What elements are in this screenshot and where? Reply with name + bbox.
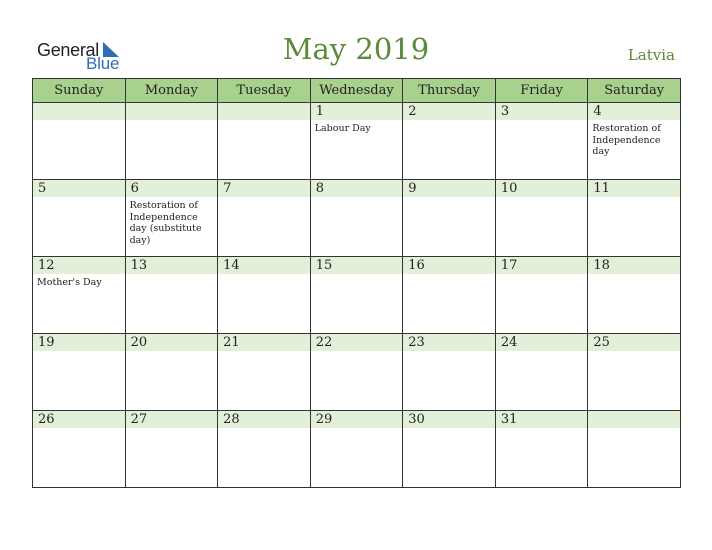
day-number-band [496, 103, 588, 120]
day-cell [125, 257, 218, 334]
day-cell [495, 180, 588, 257]
day-cell [33, 257, 126, 334]
day-number-band [218, 103, 310, 120]
day-cell [33, 411, 126, 488]
day-cell [218, 103, 311, 180]
day-number: 10 [500, 181, 518, 196]
day-number: 7 [223, 181, 232, 196]
day-number-band [126, 103, 218, 120]
day-number: 26 [38, 412, 55, 427]
day-number: 27 [130, 412, 148, 427]
week-row [33, 257, 681, 334]
day-cell [218, 257, 311, 334]
day-cell [310, 334, 403, 411]
day-cell [588, 103, 681, 180]
day-cell [495, 257, 588, 334]
day-cell [310, 411, 403, 488]
day-number: 19 [38, 335, 55, 350]
day-cell [218, 334, 311, 411]
day-number: 4 [593, 104, 602, 119]
week-row [33, 411, 681, 488]
day-number: 31 [500, 412, 518, 427]
day-number-band [33, 103, 125, 120]
day-cell [310, 103, 403, 180]
logo-text-general: General [37, 40, 99, 60]
day-number: 18 [593, 258, 610, 273]
day-cell [588, 411, 681, 488]
day-number: 11 [593, 181, 610, 196]
day-number-band [588, 103, 680, 120]
day-number: 2 [408, 104, 417, 119]
day-number: 1 [315, 104, 324, 119]
day-cell [403, 180, 496, 257]
week-row [33, 334, 681, 411]
logo-text-blue: Blue [86, 54, 120, 73]
holiday-label: Labour Day [314, 123, 371, 134]
day-number: 16 [408, 258, 425, 273]
day-number: 20 [130, 335, 148, 350]
day-cell [403, 411, 496, 488]
calendar-title: May 2019 [282, 32, 430, 66]
day-number: 30 [408, 412, 425, 427]
day-number-band [403, 180, 495, 197]
weekday-header: Saturday [588, 79, 681, 103]
day-cell [588, 180, 681, 257]
day-cell [588, 334, 681, 411]
weekday-header: Sunday [33, 79, 126, 103]
day-cell [495, 411, 588, 488]
day-cell [33, 103, 126, 180]
day-number-band [33, 180, 125, 197]
week-row [33, 103, 681, 180]
day-cell [125, 411, 218, 488]
day-number: 22 [315, 335, 333, 350]
day-cell [125, 103, 218, 180]
day-cell [125, 180, 218, 257]
day-cell [403, 334, 496, 411]
weekday-header: Wednesday [310, 79, 403, 103]
holiday-label: Restoration of Independence day [592, 123, 661, 157]
day-number: 13 [130, 258, 148, 273]
holiday-label: Mother's Day [37, 277, 102, 288]
day-cell [403, 257, 496, 334]
day-cell [310, 180, 403, 257]
country-label: Latvia [627, 46, 675, 64]
day-number: 29 [315, 412, 333, 427]
day-cell [588, 257, 681, 334]
day-number-band [311, 180, 403, 197]
day-cell [218, 411, 311, 488]
day-cell [218, 180, 311, 257]
day-number-band [403, 103, 495, 120]
holiday-label: Restoration of Independence day (substitute day) [129, 200, 202, 246]
weekday-header: Friday [495, 79, 588, 103]
week-row [33, 180, 681, 257]
day-cell [125, 334, 218, 411]
day-cell [495, 334, 588, 411]
day-cell [403, 103, 496, 180]
weekday-header-row [33, 79, 681, 103]
day-number-band [311, 103, 403, 120]
day-number: 14 [223, 258, 240, 273]
day-number: 25 [593, 335, 610, 350]
day-number: 21 [223, 335, 240, 350]
day-number: 6 [130, 181, 139, 196]
day-cell [33, 334, 126, 411]
day-number: 24 [500, 335, 518, 350]
day-number: 5 [38, 181, 47, 196]
day-number-band [126, 180, 218, 197]
day-number: 8 [315, 181, 324, 196]
day-number: 9 [408, 181, 417, 196]
day-number: 28 [223, 412, 240, 427]
weekday-header: Thursday [403, 79, 496, 103]
weekday-header: Tuesday [218, 79, 311, 103]
day-cell [495, 103, 588, 180]
weekday-header: Monday [125, 79, 218, 103]
calendar-grid [32, 78, 681, 488]
day-number-band [588, 411, 680, 428]
day-number: 15 [315, 258, 333, 273]
day-number: 12 [38, 258, 55, 273]
day-cell [33, 180, 126, 257]
day-number: 17 [500, 258, 518, 273]
day-number: 23 [408, 335, 425, 350]
day-number-band [218, 180, 310, 197]
day-cell [310, 257, 403, 334]
day-number: 3 [500, 104, 510, 119]
